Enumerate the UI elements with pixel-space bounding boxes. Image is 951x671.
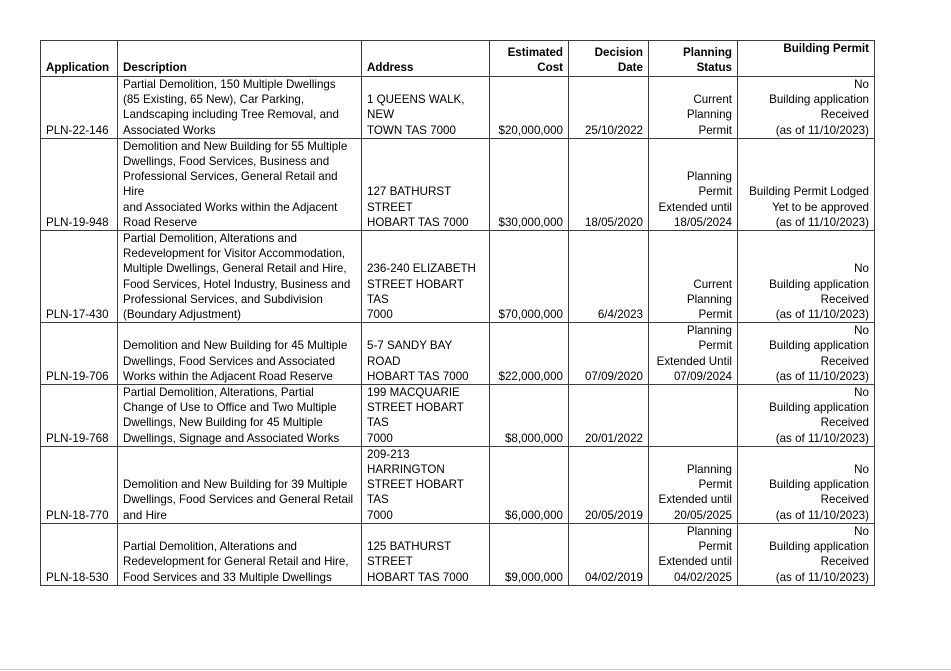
cell-application [41,385,118,447]
cell-planning-status [649,385,738,447]
cell-building-permit-text: No Building application Received (as of 11/10/2023) [769,324,869,383]
cell-description [118,323,362,385]
cell-estimated-cost-text: $30,000,000 [498,215,563,229]
header-address: Address [362,41,490,77]
cell-building-permit-text: No Building application Received (as of 11/10/2023) [769,463,869,522]
cell-application-text: PLN-18-770 [46,508,109,522]
cell-address [362,523,490,585]
header-row [41,41,875,77]
cell-decision-date [569,231,649,323]
cell-decision-date-text: 6/4/2023 [597,308,643,322]
cell-description [118,231,362,323]
cell-decision-date-text: 07/09/2020 [584,369,643,383]
cell-planning-status-text: Current Planning Permit [686,93,732,137]
cell-description [118,446,362,523]
cell-address [362,385,490,447]
cell-planning-status-text: Planning Permit Extended Until 07/09/2024 [656,324,732,383]
cell-estimated-cost [490,77,569,139]
table-row [41,231,875,323]
cell-address-text: 127 BATHURST STREET HOBART TAS 7000 [367,185,469,229]
cell-application [41,77,118,139]
cell-address [362,446,490,523]
table-row [41,523,875,585]
cell-description-text: Partial Demolition, Alterations and Redevelopment for Visitor Accommodation, Multiple Dwellings, General Retail and Hire, Food Services, Hotel Industry, Business and Professional Services, and Subdivision (Boundary Adjustment) [123,232,351,322]
cell-planning-status-text: Planning Permit Extended until 18/05/2024 [658,170,732,229]
cell-application-text: PLN-19-706 [46,369,109,383]
cell-application-text: PLN-19-948 [46,215,109,229]
cell-estimated-cost-text: $6,000,000 [504,508,563,522]
cell-estimated-cost [490,138,569,230]
cell-building-permit [738,138,875,230]
cell-application [41,446,118,523]
cell-application-text: PLN-19-768 [46,431,109,445]
cell-address [362,231,490,323]
cell-address [362,138,490,230]
cell-address-text: 5-7 SANDY BAY ROAD HOBART TAS 7000 [367,339,469,383]
cell-building-permit-text: No Building application Received (as of 11/10/2023) [769,524,869,584]
cell-building-permit [738,231,875,323]
cell-estimated-cost-text: $8,000,000 [504,431,563,445]
cell-decision-date [569,523,649,585]
cell-estimated-cost-text: $9,000,000 [504,570,563,584]
table-header [41,41,875,77]
cell-description-text: Partial Demolition, 150 Multiple Dwellings (85 Existing, 65 New), Car Parking, Landscaping including Tree Removal, and Associated Works [123,78,339,137]
cell-decision-date [569,385,649,447]
table-row [41,385,875,447]
cell-decision-date [569,77,649,139]
cell-description [118,523,362,585]
cell-estimated-cost [490,231,569,323]
cell-application-text: PLN-17-430 [46,308,109,322]
cell-building-permit-text: Building Permit Lodged Yet to be approved (as of 11/10/2023) [749,185,869,229]
cell-planning-status [649,231,738,323]
cell-address-text: 236-240 ELIZABETH STREET HOBART TAS 7000 [367,262,476,322]
cell-estimated-cost-text: $22,000,000 [498,369,563,383]
header-building-permit: Building Permit [738,41,875,77]
cell-description [118,138,362,230]
cell-building-permit [738,385,875,447]
cell-decision-date-text: 18/05/2020 [584,215,643,229]
cell-address-text: 1 QUEENS WALK, NEW TOWN TAS 7000 [367,93,465,137]
cell-planning-status-text: Planning Permit Extended until 20/05/2025 [658,463,732,522]
table-row [41,77,875,139]
cell-building-permit [738,77,875,139]
cell-estimated-cost [490,385,569,447]
cell-planning-status [649,446,738,523]
cell-application [41,323,118,385]
cell-address-text: 209-213 HARRINGTON STREET HOBART TAS 7000 [367,447,464,522]
cell-description-text: Demolition and New Building for 45 Multiple Dwellings, Food Services and Associated Works within the Adjacent Road Reserve [123,339,348,383]
cell-description [118,77,362,139]
cell-application [41,138,118,230]
page-bottom-rule [0,669,951,670]
cell-building-permit-text: No Building application Received (as of 11/10/2023) [769,386,869,445]
cell-planning-status-text: Current Planning Permit [686,277,732,322]
table-row [41,323,875,385]
cell-estimated-cost [490,323,569,385]
cell-decision-date [569,138,649,230]
cell-building-permit [738,323,875,385]
planning-permits-table [40,40,875,586]
cell-application-text: PLN-18-530 [46,570,109,584]
cell-building-permit-text: No Building application Received (as of 11/10/2023) [769,262,869,322]
table-body [41,77,875,586]
cell-description-text: Demolition and New Building for 39 Multiple Dwellings, Food Services and General Retail and Hire [123,478,354,522]
header-decision-date: Decision Date [569,41,649,77]
header-estimated-cost: Estimated Cost [490,41,569,77]
cell-estimated-cost [490,523,569,585]
cell-description-text: Partial Demolition, Alterations, Partial Change of Use to Office and Two Multiple Dwellings, New Building for 45 Multiple Dwellings, Signage and Associated Works [123,386,340,445]
cell-estimated-cost-text: $70,000,000 [498,308,563,322]
cell-planning-status [649,138,738,230]
cell-decision-date-text: 20/05/2019 [584,508,643,522]
cell-description-text: Partial Demolition, Alterations and Redevelopment for General Retail and Hire, Food Services and 33 Multiple Dwellings [123,540,349,584]
cell-decision-date-text: 20/01/2022 [584,431,643,445]
cell-decision-date-text: 04/02/2019 [584,570,643,584]
cell-planning-status [649,77,738,139]
cell-estimated-cost-text: $20,000,000 [498,123,563,137]
cell-application [41,523,118,585]
cell-address-text: 125 BATHURST STREET HOBART TAS 7000 [367,540,469,584]
cell-address-text: 199 MACQUARIE STREET HOBART TAS 7000 [367,386,464,445]
cell-building-permit [738,446,875,523]
table-row [41,446,875,523]
header-application: Application [41,41,118,77]
cell-planning-status-text: Planning Permit Extended until 04/02/2025 [658,524,732,584]
cell-building-permit-text: No Building application Received (as of 11/10/2023) [769,78,869,137]
cell-application [41,231,118,323]
header-planning-status: Planning Status [649,41,738,77]
cell-address [362,77,490,139]
cell-estimated-cost [490,446,569,523]
cell-building-permit [738,523,875,585]
table-row [41,138,875,230]
cell-description-text: Demolition and New Building for 55 Multiple Dwellings, Food Services, Business and Professional Services, General Retail and Hire and Associated Works within the Adjacent Road Reserve [123,139,348,229]
cell-planning-status [649,523,738,585]
cell-decision-date [569,323,649,385]
cell-decision-date-text: 25/10/2022 [584,123,643,137]
cell-planning-status [649,323,738,385]
cell-description [118,385,362,447]
cell-decision-date [569,446,649,523]
cell-application-text: PLN-22-146 [46,123,109,137]
cell-address [362,323,490,385]
header-description: Description [118,41,362,77]
